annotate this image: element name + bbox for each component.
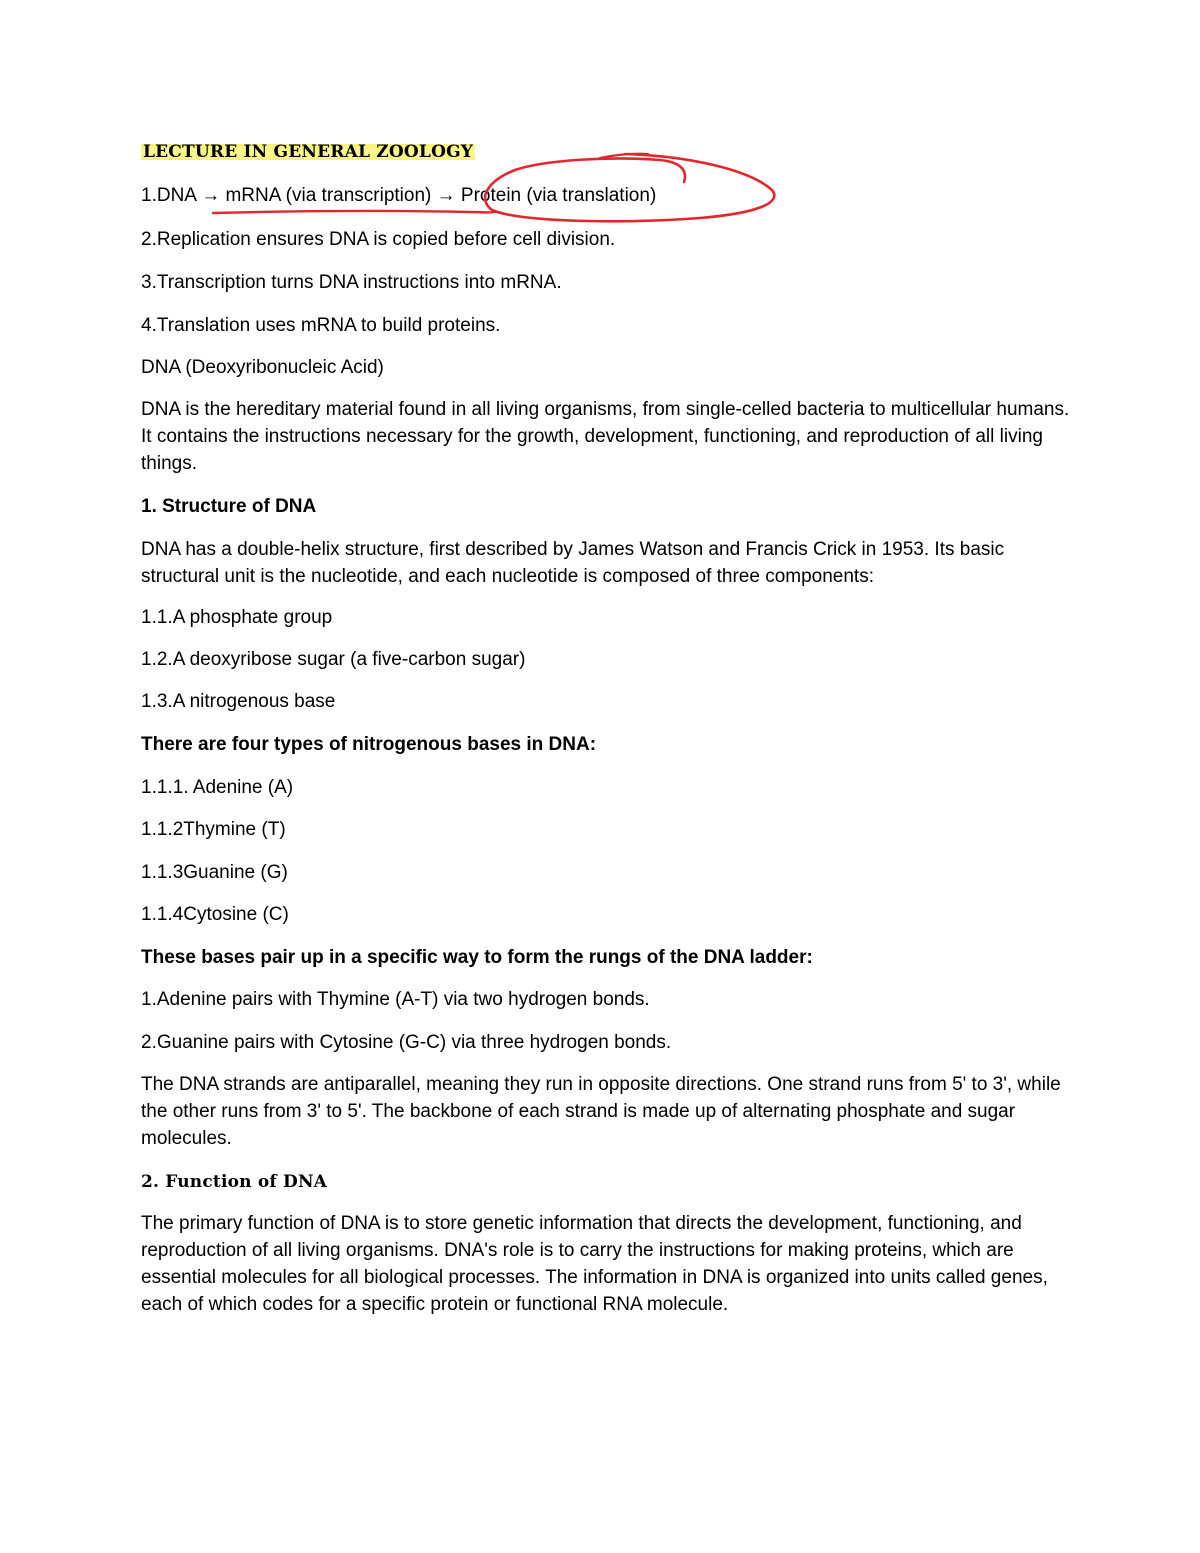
dna-intro-paragraph: DNA is the hereditary material found in all living organisms, from single-celled bacteria to multicellular humans. It contains the instructions necessary for the growth, development, functioning, and reproduction of all living things. bbox=[141, 399, 1070, 474]
base-item: 1.1.2Thymine (T) bbox=[141, 819, 286, 840]
base-item: 1.1.3Guanine (G) bbox=[141, 862, 288, 883]
pairing-item: 1.Adenine pairs with Thymine (A-T) via two hydrogen bonds. bbox=[141, 989, 650, 1010]
base-item: 1.1.1. Adenine (A) bbox=[141, 777, 294, 798]
tail-stroke-icon bbox=[600, 154, 648, 158]
document-title bbox=[141, 139, 475, 166]
bases-heading: There are four types of nitrogenous bases in DNA: bbox=[141, 734, 597, 755]
antiparallel-paragraph: The DNA strands are antiparallel, meaning they run in opposite directions. One strand runs from 5' to 3', while the other runs from 3' to 5'. The backbone of each strand is made up of alternating phosphate and sugar molecules. bbox=[141, 1074, 1061, 1149]
function-paragraph: The primary function of DNA is to store genetic information that directs the development, functioning, and reproduction of all living organisms. DNA's role is to carry the instructions for making proteins, which are essential molecules for all biological processes. The information in DNA is organized into units called genes, each of which codes for a specific protein or functional RNA molecule. bbox=[141, 1213, 1048, 1315]
flow-line: 1.DNA → mRNA (via transcription) → Protein (via translation) bbox=[141, 185, 657, 206]
dna-heading: DNA (Deoxyribonucleic Acid) bbox=[141, 357, 384, 378]
component-item: 1.1.A phosphate group bbox=[141, 607, 333, 628]
point-4: 4.Translation uses mRNA to build proteins. bbox=[141, 315, 501, 336]
component-item: 1.2.A deoxyribose sugar (a five-carbon sugar) bbox=[141, 649, 526, 670]
component-item: 1.3.A nitrogenous base bbox=[141, 691, 336, 712]
pairing-heading: These bases pair up in a specific way to form the rungs of the DNA ladder: bbox=[141, 947, 813, 968]
base-item: 1.1.4Cytosine (C) bbox=[141, 904, 289, 925]
title-highlight: LECTURE IN GENERAL ZOOLOGY bbox=[143, 142, 474, 162]
underline-stroke-icon bbox=[213, 211, 496, 213]
point-3: 3.Transcription turns DNA instructions into mRNA. bbox=[141, 272, 562, 293]
section-1-intro-paragraph: DNA has a double-helix structure, first described by James Watson and Francis Crick in 1953. Its basic structural unit is the nucleotide, and each nucleotide is composed of three components: bbox=[141, 539, 1005, 587]
section-2-heading: 2. Function of DNA bbox=[141, 1172, 328, 1192]
section-1-heading: 1. Structure of DNA bbox=[141, 496, 317, 517]
point-2: 2.Replication ensures DNA is copied before cell division. bbox=[141, 229, 616, 250]
pairing-item: 2.Guanine pairs with Cytosine (G-C) via three hydrogen bonds. bbox=[141, 1032, 672, 1053]
